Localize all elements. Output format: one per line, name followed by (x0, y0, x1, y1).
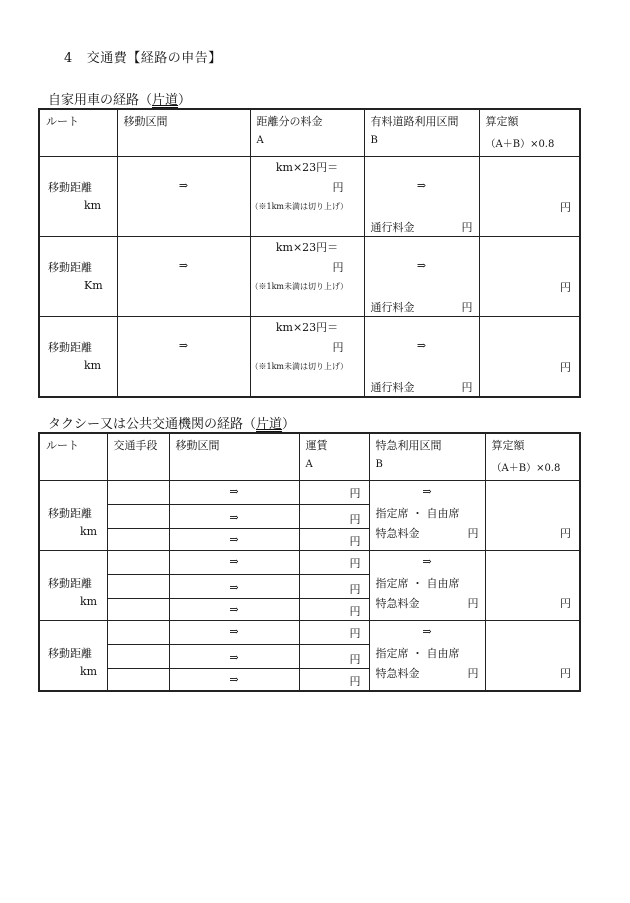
car-header-toll: 有料道路利用区間 B (364, 109, 479, 157)
table-row (39, 237, 580, 317)
table-row (39, 551, 580, 575)
car-section-title (48, 89, 191, 108)
car-row1-distance-fee[interactable]: km×23円＝ 円 （※1km未満は切り上げ） (250, 157, 364, 237)
car-row3-toll[interactable]: ⇒ 通行料金 円 (364, 317, 479, 397)
table-row (39, 317, 580, 397)
car-row2-distance-fee[interactable]: km×23円＝ 円 （※1km未満は切り上げ） (250, 237, 364, 317)
public-header-fare: 運賃 A (299, 433, 369, 481)
table-row (39, 157, 580, 237)
public-row2-means-2[interactable] (107, 575, 169, 599)
public-row3-means-1[interactable] (107, 621, 169, 645)
public-row1-fare-3[interactable]: 円 (299, 529, 369, 551)
public-row1-means-2[interactable] (107, 505, 169, 529)
public-route-table (38, 432, 581, 692)
public-row3-fare-2[interactable]: 円 (299, 645, 369, 669)
heading-number: 4 (64, 51, 73, 66)
public-row1-section-1[interactable]: ⇒ (169, 481, 299, 505)
car-header-section: 移動区間 (117, 109, 250, 157)
car-row2-distance[interactable]: 移動距離 Km (39, 237, 117, 317)
car-header-route: ルート (39, 109, 117, 157)
public-row1-distance[interactable]: 移動距離 km (39, 481, 107, 551)
public-title-oneway: 片道 (256, 417, 283, 432)
car-row1-distance[interactable]: 移動距離 km (39, 157, 117, 237)
public-row2-means-3[interactable] (107, 599, 169, 621)
public-row2-fare-3[interactable]: 円 (299, 599, 369, 621)
public-header-route: ルート (39, 433, 107, 481)
car-title-main: 自家用車の経路（ (48, 93, 153, 108)
public-header-means: 交通手段 (107, 433, 169, 481)
table-row (39, 481, 580, 505)
public-row1-calc[interactable]: 円 (485, 481, 580, 551)
public-row2-fare-2[interactable]: 円 (299, 575, 369, 599)
public-row2-section-2[interactable]: ⇒ (169, 575, 299, 599)
public-row3-means-3[interactable] (107, 669, 169, 691)
car-title-oneway: 片道 (152, 93, 179, 108)
car-row2-section[interactable]: ⇒ (117, 237, 250, 317)
public-row1-means-3[interactable] (107, 529, 169, 551)
public-row3-section-3[interactable]: ⇒ (169, 669, 299, 691)
public-row3-section-2[interactable]: ⇒ (169, 645, 299, 669)
public-title-end: ） (282, 417, 296, 432)
public-row3-fare-3[interactable]: 円 (299, 669, 369, 691)
car-row1-section[interactable]: ⇒ (117, 157, 250, 237)
car-header-calc: 算定額 （A＋B）×0.8 (479, 109, 580, 157)
public-header-calc: 算定額 （A＋B）×0.8 (485, 433, 580, 481)
car-row3-distance-fee[interactable]: km×23円＝ 円 （※1km未満は切り上げ） (250, 317, 364, 397)
public-row3-calc[interactable]: 円 (485, 621, 580, 691)
public-title-main: タクシー又は公共交通機関の経路（ (48, 417, 257, 432)
public-row2-fare-1[interactable]: 円 (299, 551, 369, 575)
car-title-end: ） (178, 93, 192, 108)
car-route-table (38, 108, 581, 398)
public-row3-means-2[interactable] (107, 645, 169, 669)
public-row1-fare-2[interactable]: 円 (299, 505, 369, 529)
car-row1-calc[interactable]: 円 (479, 157, 580, 237)
table-row (39, 621, 580, 645)
public-section-title (48, 413, 295, 432)
public-row2-section-3[interactable]: ⇒ (169, 599, 299, 621)
car-row1-toll[interactable]: ⇒ 通行料金 円 (364, 157, 479, 237)
public-row1-section-3[interactable]: ⇒ (169, 529, 299, 551)
public-row1-section-2[interactable]: ⇒ (169, 505, 299, 529)
car-row2-toll[interactable]: ⇒ 通行料金 円 (364, 237, 479, 317)
public-row1-fare-1[interactable]: 円 (299, 481, 369, 505)
public-row2-express[interactable]: ⇒ 指定席 ・ 自由席 特急料金 円 (369, 551, 485, 621)
public-row3-distance[interactable]: 移動距離 km (39, 621, 107, 691)
car-row3-calc[interactable]: 円 (479, 317, 580, 397)
public-row2-distance[interactable]: 移動距離 km (39, 551, 107, 621)
public-header-express: 特急利用区間 B (369, 433, 485, 481)
public-row1-means-1[interactable] (107, 481, 169, 505)
public-row3-express[interactable]: ⇒ 指定席 ・ 自由席 特急料金 円 (369, 621, 485, 691)
public-row1-express[interactable]: ⇒ 指定席 ・ 自由席 特急料金 円 (369, 481, 485, 551)
car-row2-calc[interactable]: 円 (479, 237, 580, 317)
page-heading (64, 47, 222, 66)
public-row3-fare-1[interactable]: 円 (299, 621, 369, 645)
public-row2-calc[interactable]: 円 (485, 551, 580, 621)
car-header-distance-fee: 距離分の料金 A (250, 109, 364, 157)
car-row3-section[interactable]: ⇒ (117, 317, 250, 397)
public-row2-section-1[interactable]: ⇒ (169, 551, 299, 575)
car-row3-distance[interactable]: 移動距離 km (39, 317, 117, 397)
public-row3-section-1[interactable]: ⇒ (169, 621, 299, 645)
heading-title: 交通費【経路の申告】 (86, 51, 222, 66)
public-row2-means-1[interactable] (107, 551, 169, 575)
public-header-section: 移動区間 (169, 433, 299, 481)
